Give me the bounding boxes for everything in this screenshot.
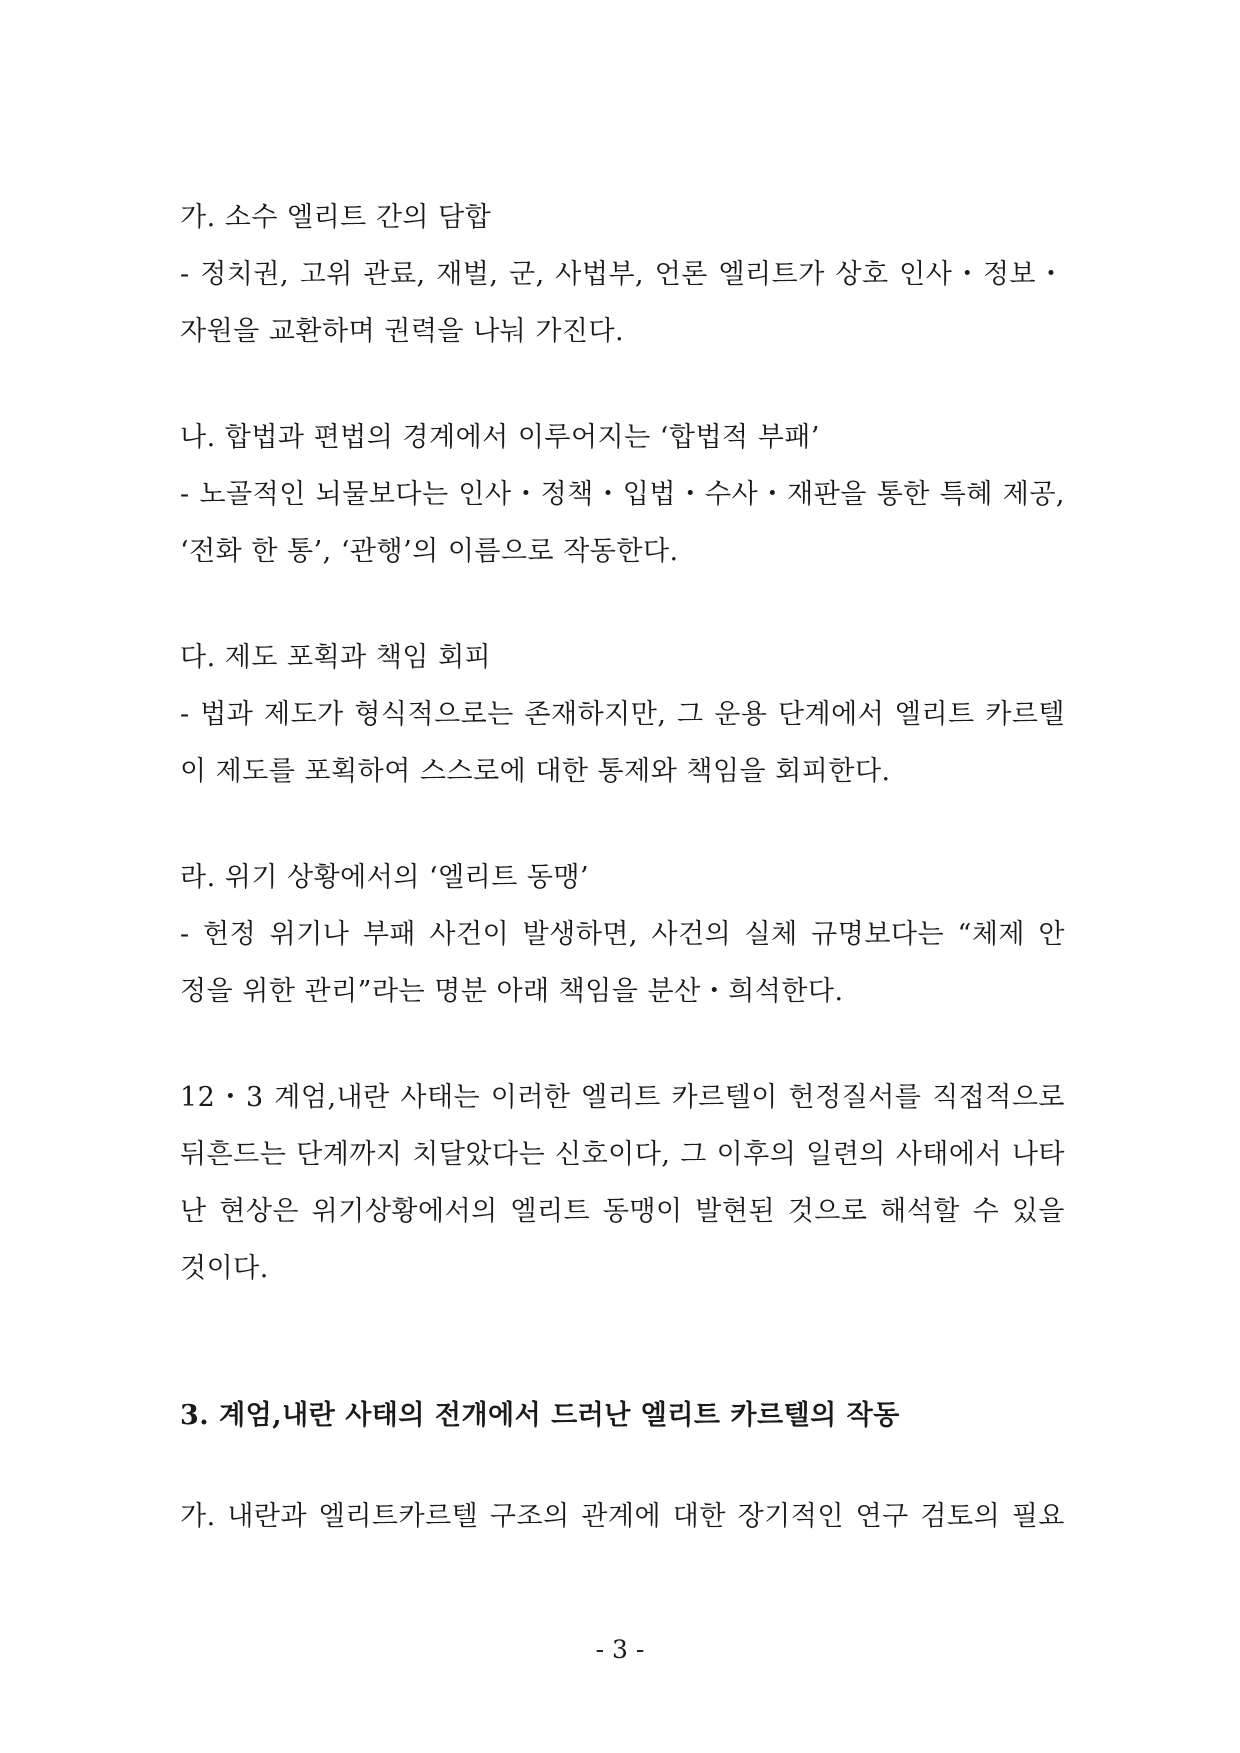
section-heading-da: 다. 제도 포획과 책임 회피 [180, 642, 492, 673]
section-heading-na: 나. 합법과 편법의 경계에서 이루어지는 ‘합법적 부패’ [180, 422, 820, 453]
section-heading-ga: 가. 소수 엘리트 간의 담합 [180, 202, 492, 233]
paragraph-line-1: 12・3 계엄,내란 사태는 이러한 엘리트 카르텔이 헌정질서를 직접적으로 [180, 1082, 1065, 1113]
section-ga-line-2: 자원을 교환하며 권력을 나눠 가진다. [180, 316, 625, 347]
section-ra-line-2: 정을 위한 관리”라는 명분 아래 책임을 분산・희석한다. [180, 976, 844, 1007]
section-da-line-2: 이 제도를 포획하여 스스로에 대한 통제와 책임을 회피한다. [180, 756, 891, 787]
chapter-heading: 3. 계엄,내란 사태의 전개에서 드러난 엘리트 카르텔의 작동 [180, 1400, 900, 1431]
section-heading-ra: 라. 위기 상황에서의 ‘엘리트 동맹’ [180, 862, 590, 893]
section-ga-line-1: - 정치권, 고위 관료, 재벌, 군, 사법부, 언론 엘리트가 상호 인사・정보・ [180, 259, 1065, 290]
subheading-ga: 가. 내란과 엘리트카르텔 구조의 관계에 대한 장기적인 연구 검토의 필요 [180, 1501, 1065, 1532]
paragraph-line-2: 뒤흔드는 단계까지 치달았다는 신호이다, 그 이후의 일련의 사태에서 나타 [180, 1139, 1065, 1170]
section-na-line-1: - 노골적인 뇌물보다는 인사・정책・입법・수사・재판을 통한 특혜 제공, [180, 479, 1065, 510]
paragraph-line-4: 것이다. [180, 1253, 269, 1284]
section-ra-line-1: - 헌정 위기나 부패 사건이 발생하면, 사건의 실체 규명보다는 “체제 안 [180, 919, 1066, 950]
section-na-line-2: ‘전화 한 통’, ‘관행’의 이름으로 작동한다. [180, 536, 679, 567]
paragraph-line-3: 난 현상은 위기상황에서의 엘리트 동맹이 발현된 것으로 해석할 수 있을 [180, 1196, 1065, 1227]
page-number: - 3 - [595, 1635, 645, 1664]
section-da-line-1: - 법과 제도가 형식적으로는 존재하지만, 그 운용 단계에서 엘리트 카르텔 [180, 699, 1065, 730]
